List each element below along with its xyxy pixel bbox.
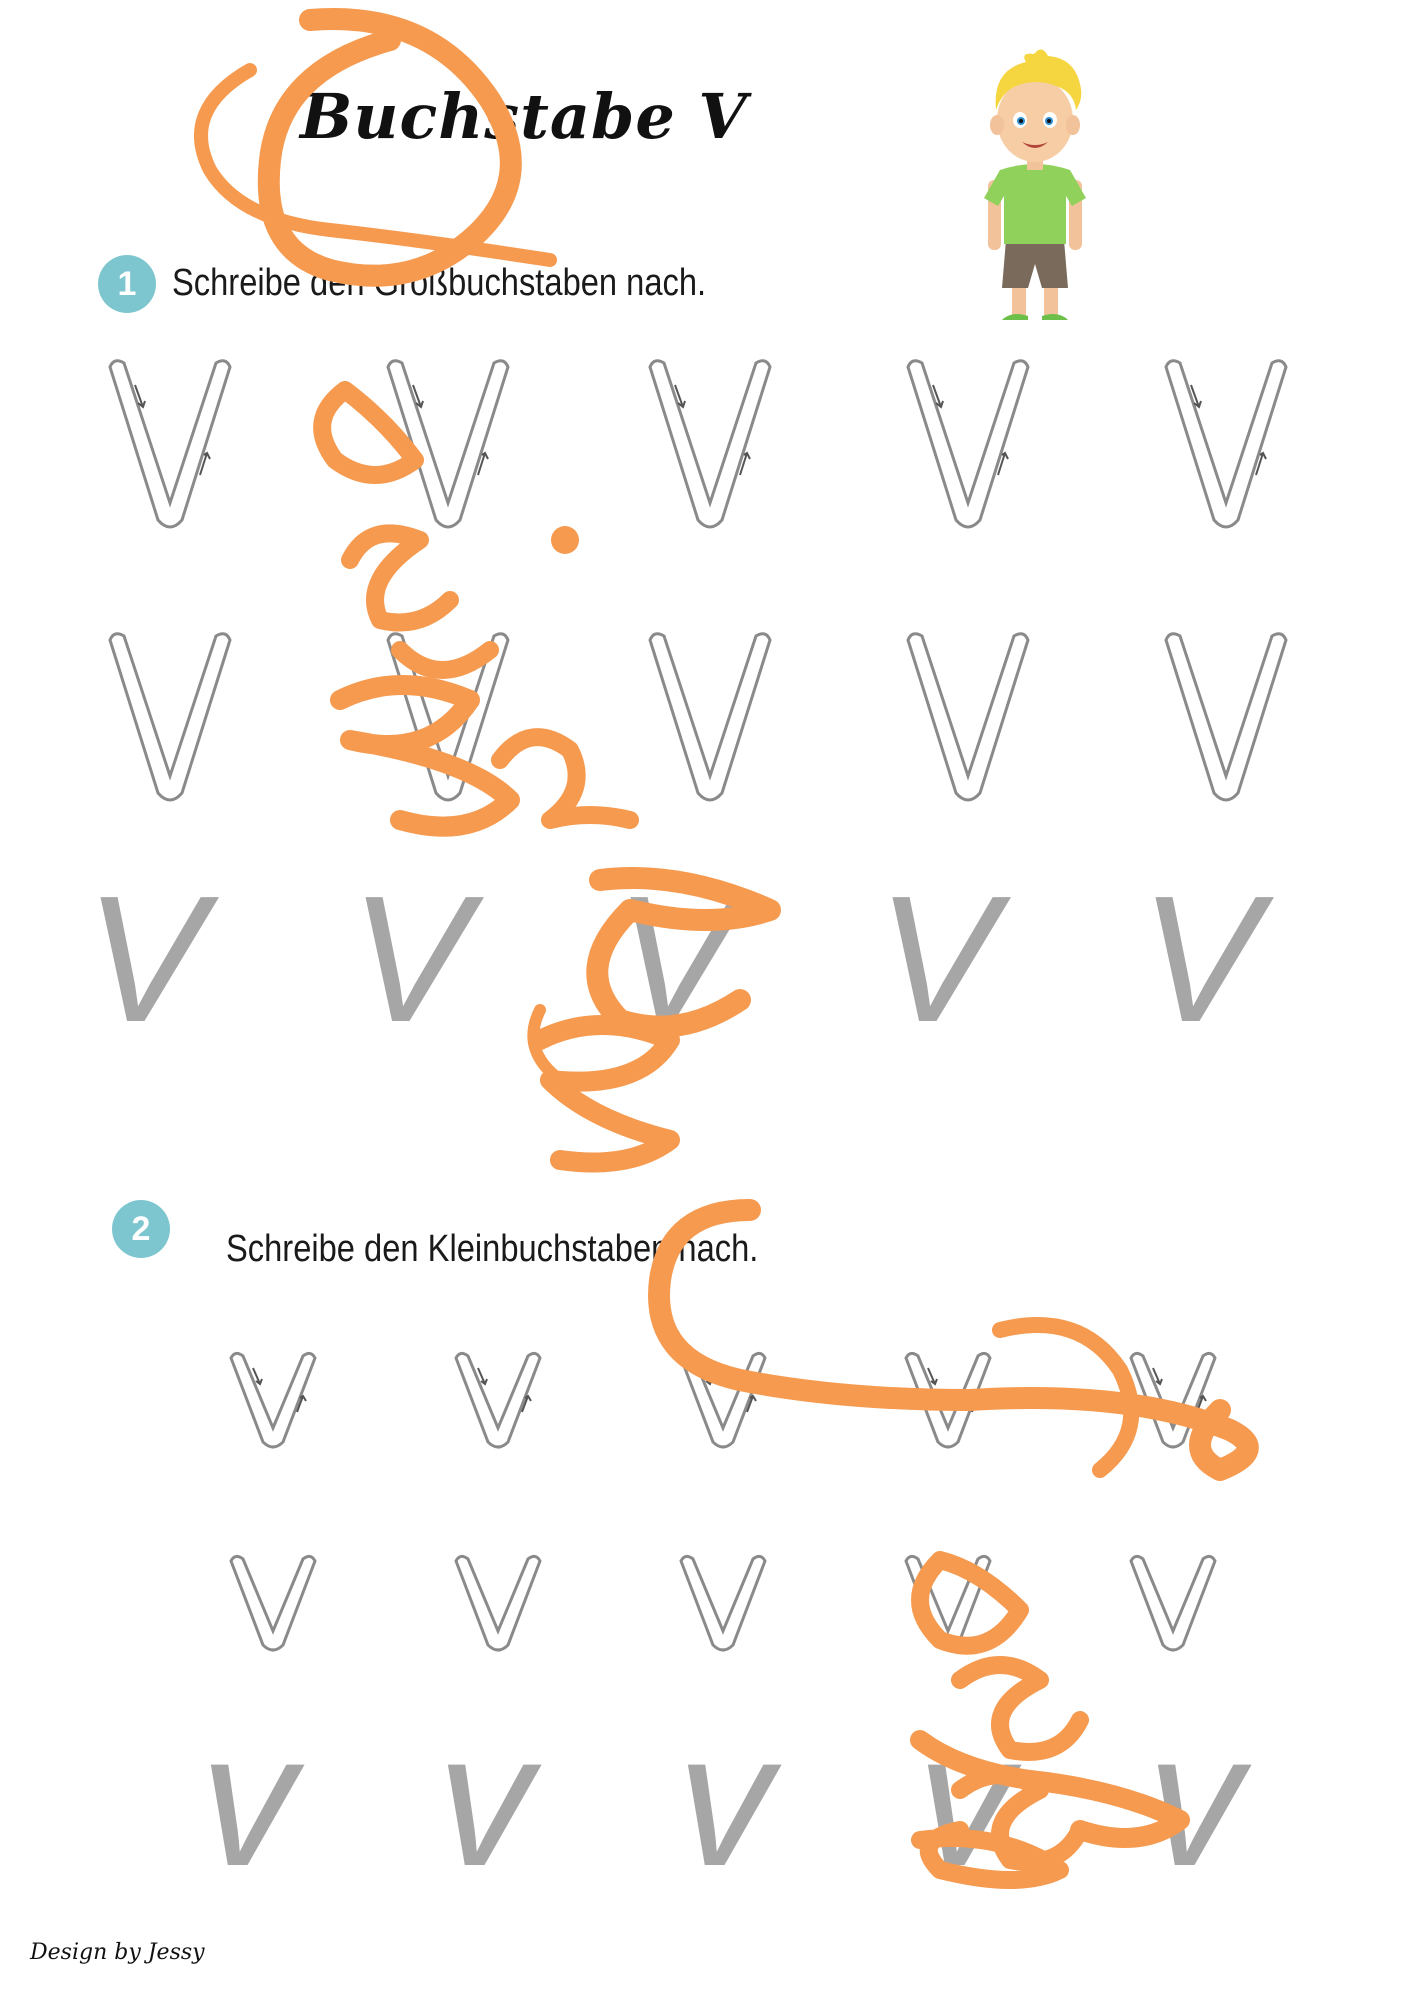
lowercase-solid-letter: v — [917, 1694, 1013, 1906]
uppercase-solid-letter: V — [614, 859, 736, 1060]
uppercase-solid-letter: V — [84, 859, 206, 1060]
lowercase-traced-row — [0, 1350, 1414, 1450]
uppercase-outline-letter — [100, 355, 240, 535]
lowercase-solid-letter: v — [677, 1694, 773, 1906]
footer-signature: Design by Jessy — [30, 1940, 205, 1965]
uppercase-outline-letter — [378, 355, 518, 535]
uppercase-outline-letter — [100, 628, 240, 808]
uppercase-solid-letter: V — [1139, 859, 1261, 1060]
uppercase-outline-letter — [640, 628, 780, 808]
uppercase-solid-row — [0, 859, 1414, 1060]
lowercase-outline-letter — [1125, 1350, 1221, 1450]
uppercase-outline-letter — [640, 355, 780, 535]
lowercase-outline-letter — [225, 1350, 321, 1450]
section-number-badge: 2 — [112, 1200, 170, 1258]
uppercase-outline-letter — [1156, 628, 1296, 808]
cartoon-boy-illustration — [970, 30, 1100, 320]
uppercase-solid-letter: V — [349, 859, 471, 1060]
lowercase-solid-row — [0, 1694, 1414, 1906]
uppercase-outline-letter — [898, 628, 1038, 808]
page-title: Buchstabe V — [300, 80, 748, 153]
lowercase-solid-letter: v — [437, 1694, 533, 1906]
uppercase-outline-letter — [378, 628, 518, 808]
uppercase-outline-letter — [898, 355, 1038, 535]
uppercase-outline-letter — [1156, 355, 1296, 535]
uppercase-solid-letter: V — [876, 859, 998, 1060]
lowercase-outline-letter — [900, 1553, 996, 1653]
section-number-badge: 1 — [98, 255, 156, 313]
lowercase-outline-letter — [900, 1350, 996, 1450]
lowercase-outline-letter — [450, 1553, 546, 1653]
lowercase-outline-letter — [675, 1350, 771, 1450]
lowercase-outline-row — [0, 1553, 1414, 1653]
lowercase-outline-letter — [675, 1553, 771, 1653]
lowercase-outline-letter — [1125, 1553, 1221, 1653]
lowercase-solid-letter: v — [1147, 1694, 1243, 1906]
uppercase-traced-row — [0, 355, 1414, 535]
lowercase-outline-letter — [450, 1350, 546, 1450]
lowercase-outline-letter — [225, 1553, 321, 1653]
lowercase-solid-letter: v — [200, 1694, 296, 1906]
uppercase-outline-row — [0, 628, 1414, 808]
section-instruction: Schreibe den Kleinbuchstaben nach. — [226, 1228, 759, 1270]
section-instruction: Schreibe den Großbuchstaben nach. — [172, 262, 707, 304]
